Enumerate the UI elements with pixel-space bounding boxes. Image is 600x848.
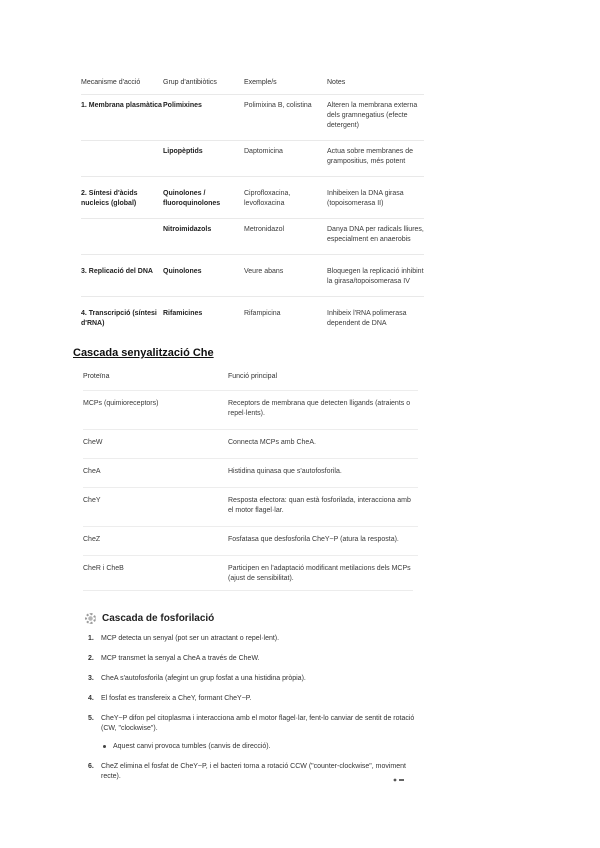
cell-function: Histidina quinasa que s'autofosforila.: [228, 459, 418, 488]
list-item: [88, 762, 418, 782]
gear-icon: [85, 613, 96, 624]
step-number: 5.: [88, 715, 94, 722]
list-item: [88, 654, 418, 664]
table-row: [81, 177, 424, 219]
step-text: El fosfat es transfereix a CheY, formant CheY~P.: [101, 695, 252, 702]
list-item: [88, 634, 418, 644]
cell-notes: Bloquegen la replicació inhibint la girasa/topoisomerasa IV: [327, 255, 424, 297]
step-text: MCP detecta un senyal (pot ser un atractant o repel·lent).: [101, 635, 280, 642]
table-row: [81, 95, 424, 141]
step-text: CheY~P difon pel citoplasma i interacciona amb el motor flagel·lar, fent-lo canviar de sentit de rotació (CW, "clockwise").: [101, 715, 415, 732]
cell-mechanism: 1. Membrana plasmàtica: [81, 95, 163, 141]
cell-mechanism: 4. Transcripció (síntesi d'RNA): [81, 297, 163, 339]
cell-group: Quinolones: [163, 255, 244, 297]
step-text: CheA s'autofosforila (afegint un grup fosfat a una histidina pròpia).: [101, 675, 306, 682]
header-examples: Exemple/s: [244, 79, 277, 86]
cell-function: Fosfatasa que desfosforila CheY~P (atura la resposta).: [228, 527, 418, 556]
che-proteins-table: [83, 372, 418, 594]
page-mark-icon: [393, 778, 405, 782]
cell-group: Quinolones / fluoroquinolones: [163, 177, 244, 219]
table-header-row: [83, 372, 418, 391]
cell-notes: Inhibeix l'RNA polimerasa dependent de DNA: [327, 297, 424, 339]
cell-group: Rifamicines: [163, 297, 244, 339]
cell-examples: Veure abans: [244, 255, 327, 297]
cell-protein: CheW: [83, 430, 228, 459]
table-row: [83, 391, 418, 430]
table-row: [83, 488, 418, 527]
step-number: 3.: [88, 675, 94, 682]
bullet-item: [88, 742, 418, 752]
step-number: 2.: [88, 655, 94, 662]
header-function: Funció principal: [228, 373, 278, 380]
list-item: [88, 714, 418, 734]
table-header-row: [81, 78, 424, 95]
cell-mechanism: [81, 141, 163, 177]
table-row: [81, 141, 424, 177]
bullet-icon: [103, 745, 106, 748]
table-row: [81, 255, 424, 297]
table-row: [81, 219, 424, 255]
divider: [83, 590, 413, 591]
header-protein: Proteïna: [83, 373, 110, 380]
cell-examples: Rifampicina: [244, 297, 327, 339]
cell-notes: Actua sobre membranes de grampositius, més potent: [327, 141, 424, 177]
cell-examples: Ciprofloxacina, levofloxacina: [244, 177, 327, 219]
antibiotics-table: [81, 78, 424, 338]
cell-examples: Polimixina B, colistina: [244, 95, 327, 141]
section-title: Cascada de fosforilació: [102, 613, 215, 624]
cell-group: Lipopèptids: [163, 141, 244, 177]
step-text: CheZ elimina el fosfat de CheY~P, i el bacteri torna a rotació CCW ("counter-clockwise", moviment recte).: [101, 763, 406, 780]
section-heading-che: Cascada senyalització Che: [73, 347, 214, 359]
cell-notes: Danya DNA per radicals lliures, especialment en anaerobis: [327, 219, 424, 255]
list-item: [88, 674, 418, 684]
step-number: 1.: [88, 635, 94, 642]
header-notes: Notes: [327, 79, 346, 86]
cell-examples: Daptomicina: [244, 141, 327, 177]
cell-mechanism: 3. Replicació del DNA: [81, 255, 163, 297]
cell-mechanism: [81, 219, 163, 255]
cell-examples: Metronidazol: [244, 219, 327, 255]
list-item: [88, 694, 418, 704]
cell-function: Resposta efectora: quan està fosforilada, interacciona amb el motor flagel·lar.: [228, 488, 418, 527]
table-row: [83, 556, 418, 595]
cell-function: Participen en l'adaptació modificant metilacions dels MCPs (ajust de sensibilitat).: [228, 556, 418, 595]
cell-group: Nitroimidazols: [163, 219, 244, 255]
cell-notes: Alteren la membrana externa dels gramnegatius (efecte detergent): [327, 95, 424, 141]
cell-function: Receptors de membrana que detecten lligands (atraients o repel·lents).: [228, 391, 418, 430]
cell-group: Polimixines: [163, 95, 244, 141]
cell-protein: CheR i CheB: [83, 556, 228, 595]
cell-protein: CheA: [83, 459, 228, 488]
header-mechanism: Mecanisme d'acció: [81, 79, 141, 86]
step-number: 6.: [88, 763, 94, 770]
cell-protein: MCPs (quimioreceptors): [83, 391, 228, 430]
phosphorylation-steps: [88, 634, 418, 792]
cell-mechanism: 2. Síntesi d'àcids nucleics (global): [81, 177, 163, 219]
cell-function: Connecta MCPs amb CheA.: [228, 430, 418, 459]
section-heading-phosphorylation: [85, 613, 214, 624]
cell-notes: Inhibeixen la DNA girasa (topoisomerasa II): [327, 177, 424, 219]
cell-protein: CheZ: [83, 527, 228, 556]
step-text: MCP transmet la senyal a CheA a través de CheW.: [101, 655, 260, 662]
table-row: [83, 459, 418, 488]
cell-protein: CheY: [83, 488, 228, 527]
table-row: [83, 527, 418, 556]
table-row: [81, 297, 424, 339]
header-group: Grup d'antibiòtics: [163, 79, 217, 86]
table-row: [83, 430, 418, 459]
step-number: 4.: [88, 695, 94, 702]
bullet-text: Aquest canvi provoca tumbles (canvis de direcció).: [113, 743, 271, 750]
